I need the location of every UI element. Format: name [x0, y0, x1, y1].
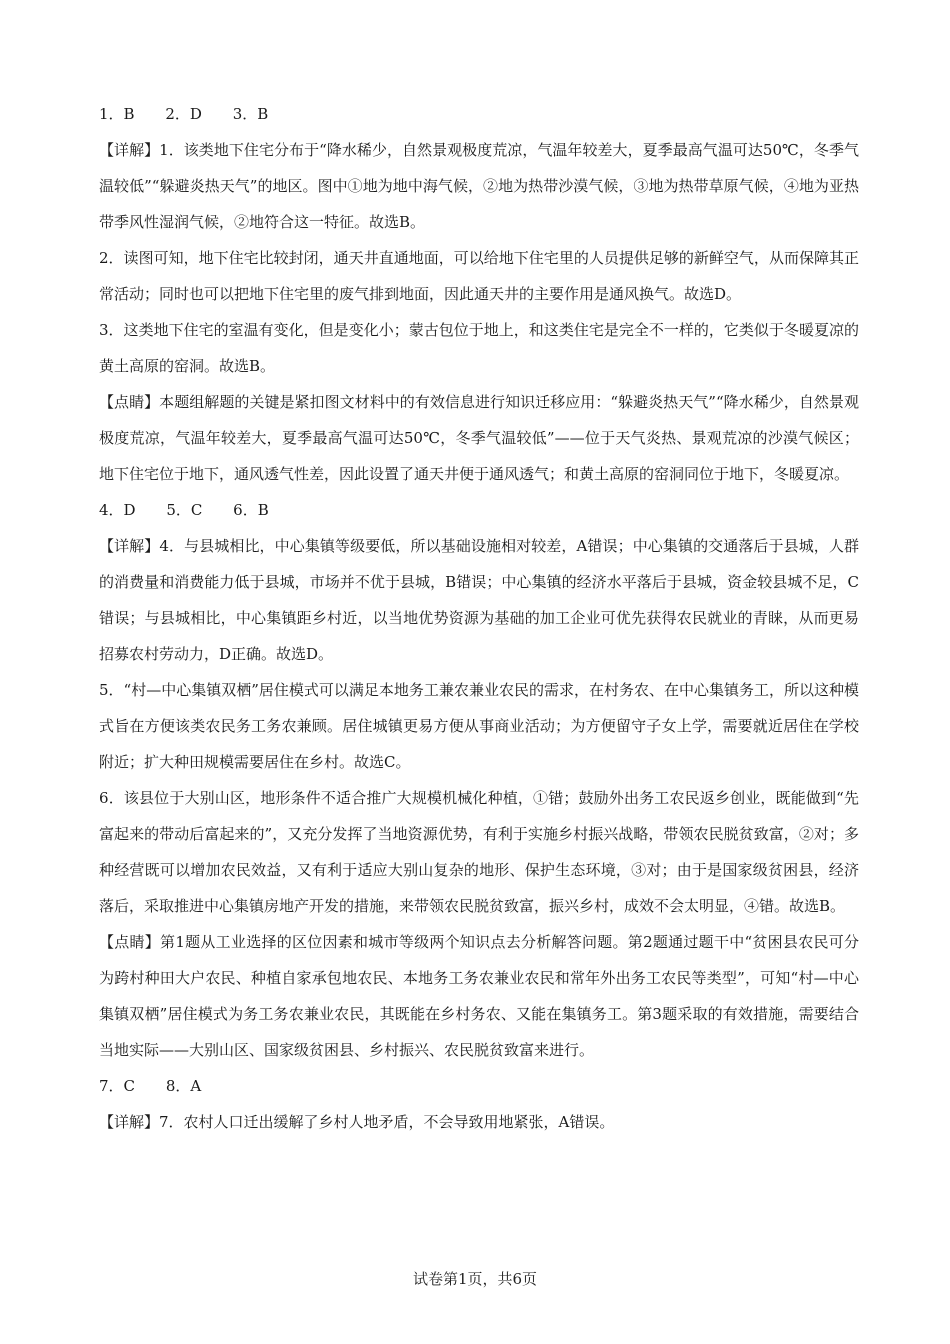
document-body — [99, 96, 859, 1140]
answer-item: 1．B — [99, 105, 135, 123]
answer-item: 2．D — [165, 105, 202, 123]
answer-item: 4．D — [99, 501, 136, 519]
answer-item: 7．C — [99, 1077, 136, 1095]
answer-row-3 — [99, 1068, 859, 1104]
explanation-paragraph: 【详解】4．与县城相比，中心集镇等级要低，所以基础设施相对较差，A错误；中心集镇的交通落后于县城，人群的消费量和消费能力低于县城，市场并不优于县城，B错误；中心集镇的经济水平落后于县城，资金较县城不足，C错误；与县城相比，中心集镇距乡村近，以当地优势资源为基础的加工企业可优先获得农民就业的青睐，从而更易招募农村劳动力，D正确。故选D。 — [99, 537, 859, 663]
explanation-paragraph: 【详解】7．农村人口迁出缓解了乡村人地矛盾，不会导致用地紧张，A错误。 — [99, 1113, 615, 1131]
answer-item: 6．B — [233, 501, 269, 519]
page-footer: 试卷第1页，共6页 — [412, 1270, 538, 1288]
explanation-paragraph: 【详解】1．该类地下住宅分布于“降水稀少，自然景观极度荒凉，气温年较差大，夏季最高气温可达50℃，冬季气温较低”“躲避炎热天气”的地区。图中①地为地中海气候，②地为热带沙漠气候，③地为热带草原气候，④地为亚热带季风性湿润气候，②地符合这一特征。故选B。 — [99, 141, 859, 231]
answer-row-1 — [99, 96, 859, 132]
explanation-paragraph: 5．“村—中心集镇双栖”居住模式可以满足本地务工兼农兼业农民的需求，在村务农、在中心集镇务工，所以这种模式旨在方便该类农民务工务农兼顾。居住城镇更易方便从事商业活动；为方便留守子女上学，需要就近居住在学校附近；扩大种田规模需要居住在乡村。故选C。 — [99, 681, 859, 771]
explanation-paragraph: 2．读图可知，地下住宅比较封闭，通天井直通地面，可以给地下住宅里的人员提供足够的新鲜空气，从而保障其正常活动；同时也可以把地下住宅里的废气排到地面，因此通天井的主要作用是通风换气。故选D。 — [99, 249, 859, 303]
key-point-paragraph: 【点睛】第1题从工业选择的区位因素和城市等级两个知识点去分析解答问题。第2题通过题干中“贫困县农民可分为跨村种田大户农民、种植自家承包地农民、本地务工务农兼业农民和常年外出务工农民等类型”，可知“村—中心集镇双栖”居住模式为务工务农兼业农民，其既能在乡村务农、又能在集镇务工。第3题采取的有效措施，需要结合当地实际——大别山区、国家级贫困县、乡村振兴、农民脱贫致富来进行。 — [99, 933, 859, 1059]
answer-item: 8．A — [165, 1077, 202, 1095]
explanation-paragraph: 6．该县位于大别山区，地形条件不适合推广大规模机械化种植，①错；鼓励外出务工农民返乡创业，既能做到“先富起来的带动后富起来的”，又充分发挥了当地资源优势，有利于实施乡村振兴战略，带领农民脱贫致富，②对；多种经营既可以增加农民效益，又有利于适应大别山复杂的地形、保护生态环境，③对；由于是国家级贫困县，经济落后，采取推进中心集镇房地产开发的措施，来带领农民脱贫致富，振兴乡村，成效不会太明显，④错。故选B。 — [99, 789, 859, 915]
answer-item: 5．C — [166, 501, 203, 519]
answer-row-2 — [99, 492, 859, 528]
key-point-paragraph: 【点睛】本题组解题的关键是紧扣图文材料中的有效信息进行知识迁移应用：“躲避炎热天气”“降水稀少，自然景观极度荒凉，气温年较差大，夏季最高气温可达50℃，冬季气温较低”——位于天气炎热、景观荒凉的沙漠气候区；地下住宅位于地下，通风透气性差，因此设置了通天井便于通风透气；和黄土高原的窑洞同位于地下，冬暖夏凉。 — [99, 393, 859, 483]
explanation-paragraph: 3．这类地下住宅的室温有变化，但是变化小；蒙古包位于地上，和这类住宅是完全不一样的，它类似于冬暖夏凉的黄土高原的窑洞。故选B。 — [99, 321, 859, 375]
answer-item: 3．B — [232, 105, 269, 123]
